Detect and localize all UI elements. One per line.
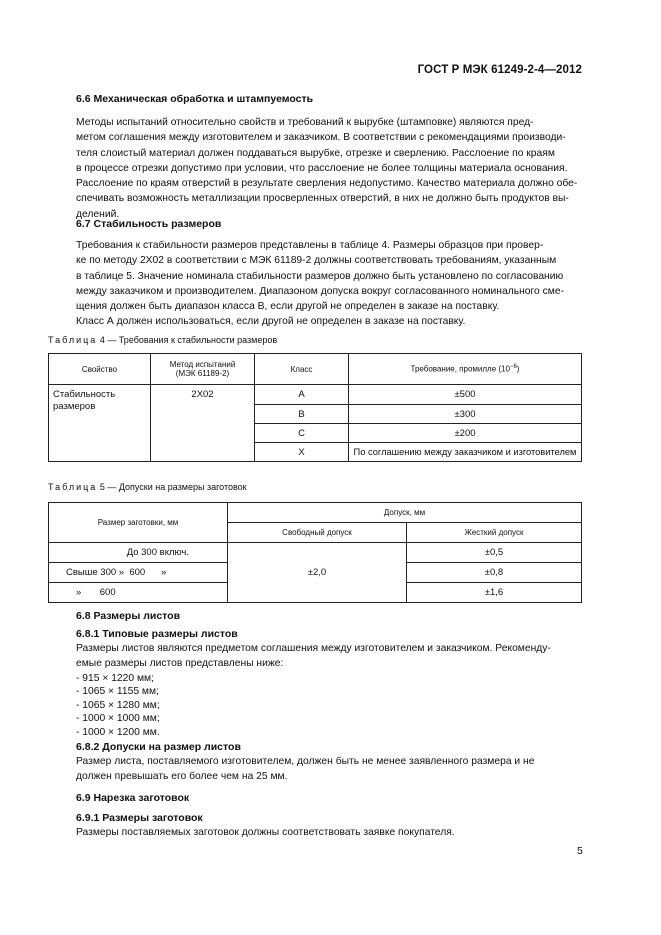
section-6-8-2-title: 6.8.2 Допуски на размер листов bbox=[76, 740, 241, 753]
table-header-row bbox=[49, 503, 582, 523]
col-header-requirement bbox=[349, 354, 582, 385]
requirement-header-text: Требование, промилле (10 bbox=[410, 364, 510, 374]
free-tolerance-cell: ±2,0 bbox=[228, 543, 407, 603]
class-cell: C bbox=[255, 424, 349, 443]
property-cell bbox=[49, 385, 151, 462]
document-header: ГОСТ Р МЭК 61249-2-4—2012 bbox=[417, 64, 582, 76]
list-item: - 1000 × 1000 мм; bbox=[76, 713, 160, 725]
paragraph-line: Размеры поставляемых заготовок должны соответствовать заявке покупателя. bbox=[76, 827, 455, 838]
section-6-6-body bbox=[76, 115, 582, 222]
paragraph-line: щения должен быть диапазон класса В, если другой не определен в заказе на поставку. bbox=[76, 301, 500, 313]
paragraph-line: между заказчиком и производителем. Диапазоном допуска вокруг согласованного номинального сме- bbox=[76, 285, 565, 297]
section-6-6 bbox=[76, 93, 582, 222]
table4-caption-text: 4 — Требования к стабильности размеров bbox=[99, 335, 278, 345]
method-header-line2: (МЭК 61189-2) bbox=[175, 369, 230, 378]
table5-caption bbox=[48, 482, 247, 492]
class-cell: A bbox=[255, 385, 349, 405]
method-cell: 2X02 bbox=[151, 385, 255, 462]
table4-caption-word: Таблица bbox=[48, 335, 98, 345]
requirement-cell: ±300 bbox=[349, 405, 582, 424]
list-item: - 1065 × 1280 мм; bbox=[76, 699, 160, 711]
paragraph-line: емые размеры листов представлены ниже: bbox=[76, 658, 284, 670]
section-6-7 bbox=[76, 218, 582, 330]
section-6-8-title: 6.8 Размеры листов bbox=[76, 610, 181, 622]
col-header-free: Свободный допуск bbox=[228, 523, 407, 543]
size-cell: Свыше 300 » 600 » bbox=[49, 563, 228, 583]
paragraph-line: делений. bbox=[76, 208, 120, 220]
col-header-class: Класс bbox=[255, 354, 349, 385]
col-header-property: Свойство bbox=[49, 354, 151, 385]
paragraph-line: должен превышать его более чем на 25 мм. bbox=[76, 770, 288, 782]
paragraph-line: Требования к стабильности размеров представлены в таблице 4. Размеры образцов при провер- bbox=[76, 240, 544, 251]
section-6-7-title: 6.7 Стабильность размеров bbox=[76, 218, 222, 230]
list-item: - 915 × 1220 мм; bbox=[76, 672, 154, 684]
table5-caption-text: 5 — Допуски на размеры заготовок bbox=[99, 482, 247, 492]
section-6-9-1-title: 6.9.1 Размеры заготовок bbox=[76, 812, 203, 824]
requirement-cell: ±500 bbox=[349, 385, 582, 405]
sheet-sizes-list bbox=[76, 672, 582, 740]
table-header-row bbox=[49, 354, 582, 385]
class-cell: B bbox=[255, 405, 349, 424]
requirement-cell: По соглашению между заказчиком и изготовителем bbox=[349, 443, 582, 462]
section-6-7-body bbox=[76, 238, 582, 330]
table-5 bbox=[48, 502, 582, 603]
paragraph-line: Расслоение по краям отверстий в результате сверления недопустимо. Качество материала должно обе- bbox=[76, 178, 578, 190]
property-line2: размеров bbox=[53, 401, 96, 412]
requirement-header-exp: −6 bbox=[509, 364, 517, 371]
table-row bbox=[49, 543, 582, 563]
section-6-9 bbox=[76, 792, 582, 840]
list-item: - 1065 × 1155 мм; bbox=[76, 686, 159, 698]
tight-tolerance-cell: ±0,5 bbox=[407, 543, 582, 563]
table-row bbox=[49, 385, 582, 405]
col-header-size: Размер заготовки, мм bbox=[49, 503, 228, 543]
section-6-9-title: 6.9 Нарезка заготовок bbox=[76, 792, 190, 804]
size-cell: До 300 включ. bbox=[49, 543, 228, 563]
method-header-line1: Метод испытаний bbox=[169, 360, 236, 369]
paragraph-line: ке по методу 2X02 в соответствии с МЭК 61189-2 должны соответствовать требованиям, указанным bbox=[76, 255, 557, 267]
paragraph-line: метом соглашения между изготовителем и заказчиком. В соответствии с рекомендациями производи- bbox=[76, 132, 566, 144]
tight-tolerance-cell: ±1,6 bbox=[407, 583, 582, 603]
list-item: - 1000 × 1200 мм. bbox=[76, 726, 160, 738]
paragraph-line: в таблице 5. Значение номинала стабильности размеров должно быть установлено по согласованию bbox=[76, 270, 564, 282]
col-header-tight: Жесткий допуск bbox=[407, 523, 582, 543]
size-cell: » 600 bbox=[49, 583, 228, 603]
table-4 bbox=[48, 353, 582, 462]
col-header-tolerance: Допуск, мм bbox=[228, 503, 582, 523]
paragraph-line: Размеры листов являются предметом соглашения между изготовителем и заказчиком. Рекоменду- bbox=[76, 643, 551, 654]
tight-tolerance-cell: ±0,8 bbox=[407, 563, 582, 583]
paragraph-line: Размер листа, поставляемого изготовителем, должен быть не менее заявленного размера и не bbox=[76, 755, 535, 767]
col-header-method bbox=[151, 354, 255, 385]
paragraph-line: теля слоистый материал должен поддаваться вырубке, отрезке и сверлению. Расслоение по краям bbox=[76, 147, 555, 159]
paragraph-line: спечивать возможность металлизации просверленных отверстий, в них не должно быть продуктов вы- bbox=[76, 193, 569, 205]
table4-caption bbox=[48, 335, 277, 345]
section-6-8 bbox=[76, 610, 582, 784]
section-6-6-title: 6.6 Механическая обработка и штампуемость bbox=[76, 93, 314, 105]
requirement-cell: ±200 bbox=[349, 424, 582, 443]
property-line1: Стабильность bbox=[53, 389, 116, 400]
page-number: 5 bbox=[577, 845, 583, 857]
paragraph-line: в процессе отрезки допустимо при условии, что расслоение не более толщины материала основания. bbox=[76, 162, 568, 174]
paragraph-line: Класс А должен использоваться, если другой не определен в заказе на поставку. bbox=[76, 316, 466, 328]
requirement-header-close: ) bbox=[516, 364, 520, 374]
paragraph-line: Методы испытаний относительно свойств и требований к вырубке (штамповке) являются пред- bbox=[76, 117, 534, 128]
section-6-8-1-title: 6.8.1 Типовые размеры листов bbox=[76, 628, 238, 640]
table5-caption-word: Таблица bbox=[48, 482, 98, 492]
class-cell: X bbox=[255, 443, 349, 462]
